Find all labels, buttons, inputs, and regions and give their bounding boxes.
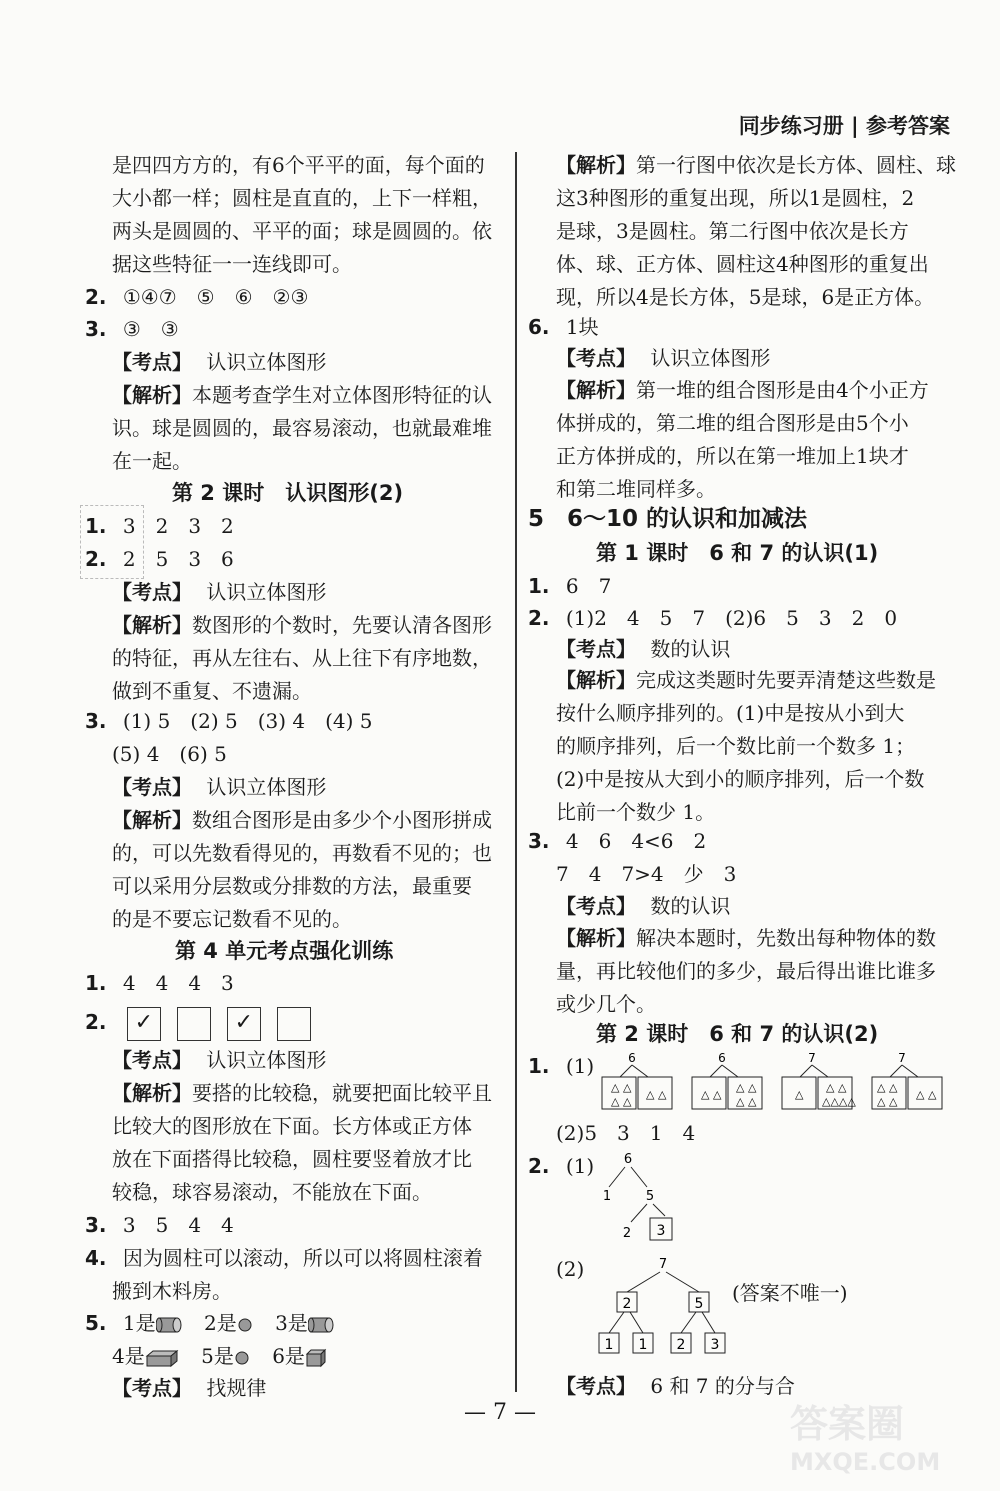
jiexi-line: 体拼成的，第二堆的组合图形是由5个小 [556,411,909,435]
question-5 [85,1310,334,1336]
watermark-line: MXQE.COM [790,1448,941,1476]
kaodian [556,893,730,919]
intro-line: 两头是圆圆的、平平的面；球是圆圆的。依 [112,219,492,243]
answer-text: 搬到木料房。 [112,1279,232,1303]
jiexi-label: 【解析】 [112,613,192,637]
part-label: (1) [565,1154,595,1178]
question-number: 1. [85,971,107,995]
kaodian [112,1047,326,1073]
question-number: 1. [528,574,550,598]
page-number: — 7 — [464,1400,536,1425]
kaodian [112,579,326,605]
question-number: 3. [528,829,550,853]
intro-line: 据这些特征一一连线即可。 [112,252,352,276]
intro-line: 是四四方方的，有6个平平的面，每个面的 [112,153,485,177]
answer-label: 6是 [272,1344,305,1368]
split-diagram [782,1051,856,1109]
jiexi-label: 【解析】 [556,378,636,402]
question-number: 2. [528,606,550,630]
kaodian-label: 【考点】 [112,350,192,374]
tree-node: 1 [604,1337,614,1353]
kaodian-text: 数的认识 [650,637,731,661]
jiexi-line: 的特征，再从左往右、从上往下有序地数， [112,646,492,670]
jiexi-line: 按什么顺序排列的。(1)中是按从小到大 [556,701,905,725]
question-1 [528,573,611,599]
cube-icon [305,1348,327,1368]
svg-text:△ △: △ △ [646,1088,667,1101]
jiexi-text: 第一堆的组合图形是由4个小正方 [636,378,929,402]
tree-node: 1 [638,1337,648,1353]
svg-text:△ △: △ △ [826,1081,847,1094]
kaodian [556,1373,795,1399]
jiexi-text: 解决本题时，先数出每种物体的数 [636,926,936,950]
lesson-title: 第 2 课时 认识图形(2) [172,481,404,505]
question-3 [85,316,179,342]
diagram-top: 7 [898,1051,906,1065]
diagram-top: 7 [808,1051,816,1065]
part-label: (2) [556,1257,585,1281]
jiexi-label: 【解析】 [112,383,192,407]
kaodian-label: 【考点】 [112,1048,192,1072]
jiexi-label: 【解析】 [556,153,636,177]
answer-label: 3是 [275,1311,308,1335]
question-3 [528,828,706,854]
question-6 [528,314,599,340]
svg-text:△ △: △ △ [611,1095,632,1108]
kaodian-label: 【考点】 [556,346,636,370]
question-number: 2. [85,547,107,571]
svg-text:△ △: △ △ [877,1095,898,1108]
kaodian-text: 认识立体图形 [206,580,327,604]
answer-text: ①④⑦ ⑤ ⑥ ②③ [122,285,309,309]
kaodian [556,636,730,662]
svg-text:△ △: △ △ [611,1081,632,1094]
check-box [277,1007,311,1041]
question-3 [85,1212,234,1238]
jiexi [112,807,492,833]
kaodian-label: 【考点】 [556,894,636,918]
kaodian-text: 认识立体图形 [206,350,327,374]
sphere-icon [237,1317,253,1333]
answer-text: 7 4 7>4 少 3 [556,862,737,886]
section-title: 5 6～10 的认识和加减法 [528,506,808,532]
diagram-top: 6 [628,1051,636,1065]
number-tree-2 [595,1255,745,1365]
jiexi-line: 体、球、正方体、圆柱这4种图形的重复出 [556,252,929,276]
question-1 [528,1053,594,1079]
answer-label: 1是 [122,1311,156,1335]
tree-node: 7 [658,1257,668,1272]
jiexi-line: 是球，3是圆柱。第二行图中依次是长方 [556,219,909,243]
jiexi-label: 【解析】 [556,926,636,950]
jiexi-line: 比较大的图形放在下面。长方体或正方体 [112,1114,472,1138]
jiexi [556,667,936,693]
diagram-top: 6 [718,1051,726,1065]
answer-label: 5是 [201,1344,234,1368]
check-box: ✓ [127,1007,161,1041]
kaodian-text: 6 和 7 的分与合 [650,1374,795,1398]
question-number: 3. [85,1213,107,1237]
jiexi-line: 做到不重复、不遗漏。 [112,679,312,703]
jiexi-line: 或少几个。 [556,992,656,1016]
split-diagram [692,1051,762,1109]
question-number: 3. [85,709,107,733]
kaodian-text: 找规律 [206,1376,267,1400]
jiexi-line: 识。球是圆圆的，最容易滚动，也就最难堆 [112,416,492,440]
question-number: 3. [85,317,107,341]
answer-text: 1块 [565,315,599,339]
kaodian-text: 认识立体图形 [206,1048,327,1072]
jiexi [556,152,956,178]
check-box: ✓ [227,1007,261,1041]
svg-text:△: △ [795,1088,804,1101]
jiexi-line: 放在下面搭得比较稳，圆柱要竖着放才比 [112,1147,472,1171]
page-header: 同步练习册 | 参考答案 [738,114,950,138]
part-label: (1) [565,1054,595,1078]
jiexi-line: 比前一个数少 1。 [556,800,716,824]
svg-text:△ △: △ △ [701,1088,722,1101]
jiexi-line: 现，所以4是长方体，5是球，6是正方体。 [556,285,935,309]
jiexi-text: 数组合图形是由多少个小图形拼成 [192,808,492,832]
answer-text: 因为圆柱可以滚动，所以可以将圆柱滚着 [122,1246,483,1270]
answer-text: (5) 4 (6) 5 [112,742,227,766]
question-5-line2 [112,1343,327,1369]
jiexi-line: 和第二堆同样多。 [556,477,716,501]
jiexi-line: 可以采用分层数或分排数的方法，最重要 [112,874,472,898]
answer-text: 6 7 [565,574,612,598]
answer-text: (1)2 4 5 7 (2)6 5 3 2 0 [565,606,898,630]
question-number: 2. [85,285,107,309]
jiexi-label: 【解析】 [112,808,192,832]
kaodian [112,349,326,375]
lesson-title: 第 2 课时 6 和 7 的认识(2) [596,1022,879,1046]
answer-text: 3 5 4 4 [122,1213,234,1237]
jiexi-label: 【解析】 [556,668,636,692]
split-diagram [872,1051,942,1109]
question-1 [85,970,234,996]
svg-text:△△△△: △△△△ [822,1095,856,1108]
jiexi-line: 正方体拼成的，所以在第一堆加上1块才 [556,444,909,468]
tree-node: 3 [656,1223,666,1239]
jiexi-line: 在一起。 [112,449,192,473]
answer-text: 2 5 3 6 [122,547,234,571]
answer-text: 3 2 3 2 [122,514,234,538]
jiexi-line: 的顺序排列，后一个数比前一个数多 1； [556,734,916,758]
question-2 [85,284,308,310]
answer-text: 4 6 4<6 2 [565,829,707,853]
svg-text:△ △: △ △ [736,1081,757,1094]
tree-node: 1 [602,1189,612,1204]
check-box [177,1007,211,1041]
question-number: 2. [85,1010,107,1034]
svg-text:△ △: △ △ [916,1088,937,1101]
answer-label: 4是 [112,1344,145,1368]
unit-title: 第 4 单元考点强化训练 [175,939,394,963]
jiexi-text: 本题考查学生对立体图形特征的认 [192,383,492,407]
jiexi-text: 完成这类题时先要弄清楚这些数是 [636,668,936,692]
sphere-icon [234,1350,250,1366]
intro-line: 大小都一样；圆柱是直直的，上下一样粗， [112,186,492,210]
kaodian-text: 认识立体图形 [650,346,771,370]
tree-node: 3 [710,1337,720,1353]
answer-text: (1) 5 (2) 5 (3) 4 (4) 5 [122,709,373,733]
number-tree-1 [595,1150,675,1250]
checkbox-row [127,1010,327,1034]
kaodian-text: 认识立体图形 [206,775,327,799]
cuboid-icon [145,1348,179,1368]
question-number: 5. [85,1311,107,1335]
tree-node: 2 [676,1337,686,1353]
column-divider [515,152,517,1392]
jiexi-line: (2)中是按从大到小的顺序排列，后一个数 [556,767,925,791]
kaodian-label: 【考点】 [556,1374,636,1398]
jiexi-text: 数图形的个数时，先要认清各图形 [192,613,492,637]
jiexi [112,612,492,638]
cylinder-icon [308,1315,334,1335]
tree-node: 2 [622,1226,632,1241]
jiexi [112,382,492,408]
tree-node: 6 [623,1152,633,1167]
jiexi [556,377,929,403]
jiexi [556,925,936,951]
question-4 [85,1245,483,1271]
jiexi-line: 较稳，球容易滚动，不能放在下面。 [112,1180,432,1204]
question-1 [85,513,234,539]
answer-text: 4 4 4 3 [122,971,234,995]
tree-node: 2 [622,1296,632,1312]
jiexi [112,1080,492,1106]
note-text: (答案不唯一) [732,1281,848,1305]
svg-text:△ △: △ △ [877,1081,898,1094]
question-number: 6. [528,315,550,339]
question-2 [85,546,234,572]
question-2 [528,1153,594,1179]
question-2 [528,605,897,631]
split-diagram-row [595,1050,965,1115]
question-3 [85,708,373,734]
kaodian-label: 【考点】 [112,1376,192,1400]
jiexi-line: 的，可以先数看得见的，再数看不见的；也 [112,841,492,865]
question-number: 1. [85,514,107,538]
question-number: 4. [85,1246,107,1270]
jiexi-text: 第一行图中依次是长方体、圆柱、球 [636,153,956,177]
question-number: 1. [528,1054,550,1078]
question-2 [85,1005,327,1041]
kaodian [556,345,770,371]
tree-node: 5 [645,1189,655,1204]
jiexi-text: 要搭的比较稳，就要把面比较平且 [192,1081,492,1105]
split-diagram [602,1051,672,1109]
svg-text:△ △: △ △ [736,1095,757,1108]
watermark-line: 答案圈 [790,1402,905,1446]
kaodian-label: 【考点】 [112,580,192,604]
answer-text: (2)5 3 1 4 [556,1121,696,1145]
kaodian [112,774,326,800]
kaodian-label: 【考点】 [556,637,636,661]
kaodian-text: 数的认识 [650,894,731,918]
watermark-logo [790,1402,980,1485]
tree-node: 5 [694,1296,704,1312]
kaodian [112,1375,266,1401]
jiexi-line: 量，再比较他们的多少，最后得出谁比谁多 [556,959,936,983]
kaodian-label: 【考点】 [112,775,192,799]
jiexi-line: 的是不要忘记数看不见的。 [112,907,352,931]
answer-text: ③ ③ [122,317,179,341]
question-number: 2. [528,1154,550,1178]
jiexi-label: 【解析】 [112,1081,192,1105]
lesson-title: 第 1 课时 6 和 7 的认识(1) [596,541,879,565]
answer-label: 2是 [203,1311,237,1335]
cylinder-icon [156,1315,182,1335]
jiexi-line: 这3种图形的重复出现，所以1是圆柱，2 [556,186,915,210]
